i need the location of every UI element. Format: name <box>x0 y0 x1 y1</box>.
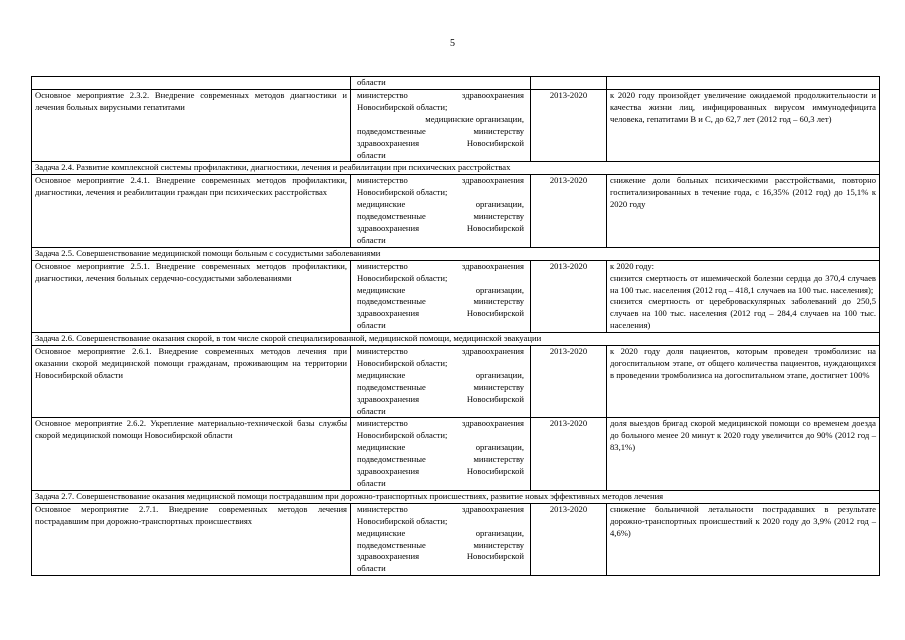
task-row <box>32 162 880 175</box>
expected-result: снижение доли больных психическими расстройствами, повторно госпитализированных в течение года, с 16,35% (2012 год) до 15,1% к 2020 году <box>607 175 880 247</box>
expected-result: доля выездов бригад скорой медицинской помощи со временем доезда до больного менее 20 минут к 2020 году увеличится до 90% (2012 год – 83,1%) <box>607 418 880 490</box>
page-number: 5 <box>450 38 455 49</box>
measure-name: Основное мероприятие 2.4.1. Внедрение современных методов профилактики, диагностики, лечения и реабилитации граждан при психических расстройствах <box>32 175 351 247</box>
table-row <box>32 90 880 162</box>
measure-name: Основное мероприятие 2.3.2. Внедрение современных методов диагностики и лечения больных вирусными гепатитами <box>32 90 351 162</box>
table-row <box>32 175 880 247</box>
measure-name: Основное мероприятие 2.6.2. Укрепление материально-технической базы службы скорой медицинской помощи Новосибирской области <box>32 418 351 490</box>
table-row <box>32 418 880 490</box>
result-item: снизится смертность от ишемической болезни сердца до 370,4 случаев на 100 тыс. населения (2012 год – 418,1 случаев на 100 тыс. населения); <box>610 272 876 295</box>
measure-name-cell <box>32 77 351 90</box>
table-row <box>32 77 880 90</box>
measure-name: Основное мероприятие 2.6.1. Внедрение современных методов лечения при оказании скорой медицинской помощи гражданам, проживающим на территории Новосибирской области <box>32 346 351 418</box>
executor: министерство здравоохранения Новосибирской области; медицинские организации, подведомственные министерству здравоохранения Новосибирской области <box>351 346 531 418</box>
task-title: Задача 2.6. Совершенствование оказания скорой, в том числе скорой специализированной, медицинской помощи, медицинской эвакуации <box>32 333 880 346</box>
task-row <box>32 333 880 346</box>
table-row <box>32 503 880 575</box>
executor: министерство здравоохранения Новосибирской области; медицинские организации, подведомственные министерству здравоохранения Новосибирской области <box>351 260 531 332</box>
task-title: Задача 2.7. Совершенствование оказания медицинской помощи пострадавшим при дорожно-транспортных происшествиях, развитие новых эффективных методов лечения <box>32 490 880 503</box>
period: 2013-2020 <box>531 260 607 332</box>
period: 2013-2020 <box>531 418 607 490</box>
expected-result: к 2020 году произойдет увеличение ожидаемой продолжительности и качества жизни лиц, инфицированных вирусом иммунодефицита человека, гепатитами В и С, до 62,7 лет (2012 год – 60,3 лет) <box>607 90 880 162</box>
result-cell <box>607 77 880 90</box>
executor: министерство здравоохранения Новосибирской области; медицинские организации, подведомственные министерству здравоохранения Новосибирской области <box>351 90 531 162</box>
result-intro: к 2020 году: <box>610 260 654 271</box>
period: 2013-2020 <box>531 90 607 162</box>
period: 2013-2020 <box>531 503 607 575</box>
measure-name: Основное мероприятие 2.7.1. Внедрение современных методов лечения пострадавшим при дорожно-транспортных происшествиях <box>32 503 351 575</box>
executor: министерство здравоохранения Новосибирской области; медицинские организации, подведомственные министерству здравоохранения Новосибирской области <box>351 503 531 575</box>
task-title: Задача 2.4. Развитие комплексной системы профилактики, диагностики, лечения и реабилитации при психических расстройствах <box>32 162 880 175</box>
table-row <box>32 346 880 418</box>
task-title: Задача 2.5. Совершенствование медицинской помощи больным с сосудистыми заболеваниями <box>32 247 880 260</box>
executor: министерство здравоохранения Новосибирской области; медицинские организации, подведомственные министерству здравоохранения Новосибирской области <box>351 418 531 490</box>
period-cell <box>531 77 607 90</box>
expected-result <box>607 260 880 332</box>
expected-result: снижение больничной летальности пострадавших в результате дорожно-транспортных происшествий к 2020 году до 3,9% (2012 год – 4,6%) <box>607 503 880 575</box>
executor: министерство здравоохранения Новосибирской области; медицинские организации, подведомственные министерству здравоохранения Новосибирской области <box>351 175 531 247</box>
executor-cell: области <box>351 77 531 90</box>
period: 2013-2020 <box>531 175 607 247</box>
period: 2013-2020 <box>531 346 607 418</box>
expected-result: к 2020 году доля пациентов, которым проведен тромболизис на догоспитальном этапе, от общего количества пациентов, нуждающихся в проведении тромболизиса на догоспитальном этапе, достигнет 100% <box>607 346 880 418</box>
measure-name: Основное мероприятие 2.5.1. Внедрение современных методов профилактики, диагностики, лечения больных сердечно-сосудистыми заболеваниями <box>32 260 351 332</box>
task-row <box>32 490 880 503</box>
result-item: снизится смертность от цереброваскулярных заболеваний до 250,5 случаев на 100 тыс. населения (2012 год – 284,4 случаев на 100 тыс. населения) <box>610 296 876 331</box>
measures-table <box>31 76 880 576</box>
table-row <box>32 260 880 332</box>
task-row <box>32 247 880 260</box>
